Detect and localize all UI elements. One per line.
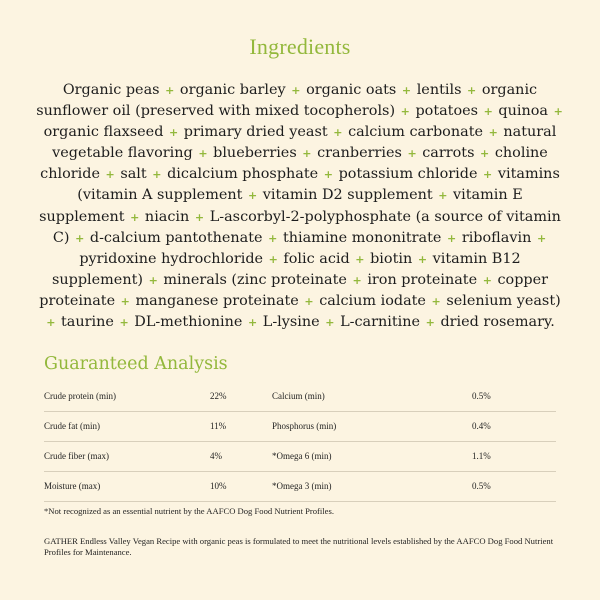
plus-separator-icon: + [417,252,428,266]
plus-separator-icon: + [425,316,435,330]
ingredient-item: riboflavin [461,229,532,246]
ingredient-item: vitamin D2 supplement [262,187,433,204]
nutrient-label: Crude fat (min) [44,421,100,431]
plus-separator-icon: + [130,210,140,224]
ingredient-item: DL-methionine [134,314,243,331]
nutrient-label: Phosphorus (min) [272,421,337,431]
analysis-footnote: *Not recognized as an essential nutrient by the AAFCO Dog Food Nutrient Profiles. [44,506,334,516]
ingredient-item: pyridoxine hydrochloride [79,250,264,267]
plus-separator-icon: + [198,147,208,161]
ingredient-item: calcium iodate [319,292,426,309]
nutrient-value: 0.4% [472,421,491,431]
plus-separator-icon: + [194,210,205,224]
nutrient-label: Crude protein (min) [44,391,116,401]
nutrient-label: *Omega 6 (min) [272,451,332,461]
ingredient-item: carrots [422,145,475,162]
ingredient-item: L-carnitine [340,314,421,331]
plus-separator-icon: + [467,84,477,97]
ingredient-item: quinoa [498,103,549,120]
ingredient-item: organic sunflower oil (preserved with mixed tocopherols) [36,82,538,120]
ingredient-item: organic flaxseed [43,124,164,141]
ingredient-item: calcium carbonate [348,124,483,141]
plus-separator-icon: + [323,168,333,182]
nutrient-label: *Omega 3 (min) [272,481,332,491]
plus-separator-icon: + [268,231,278,245]
plus-separator-icon: + [480,147,490,161]
plus-separator-icon: + [483,105,493,119]
plus-separator-icon: + [268,252,278,266]
analysis-row [44,382,556,412]
ingredient-item: folic acid [283,250,350,267]
nutrient-value: 1.1% [472,451,491,461]
ingredient-item: natural vegetable flavoring [52,124,557,162]
ingredient-item: dicalcium phosphate [167,166,319,183]
plus-separator-icon: + [119,316,129,330]
ingredient-item: niacin [144,208,190,225]
nutrient-value: 10% [210,481,227,491]
plus-separator-icon: + [553,105,563,119]
plus-separator-icon: + [355,252,365,266]
nutrient-value: 22% [210,391,227,401]
plus-separator-icon: + [400,105,410,119]
ingredient-item: vitamin B12 supplement) [51,250,521,288]
ingredient-item: L-lysine [262,314,320,331]
plus-separator-icon: + [304,294,314,308]
nutrient-value: 0.5% [472,391,491,401]
ingredient-item: dried rosemary. [440,314,555,331]
ingredient-item: Organic peas [62,82,160,98]
ingredient-item: biotin [370,250,413,267]
plus-separator-icon: + [46,316,56,330]
nutrient-label: Crude fiber (max) [44,451,109,461]
ingredient-item: thiamine mononitrate [282,229,442,246]
analysis-row [44,472,556,502]
plus-separator-icon: + [168,126,179,140]
aafco-statement: GATHER Endless Valley Vegan Recipe with organic peas is formulated to meet the nutritional levels established by the AAFCO Dog Food Nutrient Profiles for Maintenance. [44,536,554,557]
plus-separator-icon: + [536,231,547,245]
guaranteed-analysis-title: Guaranteed Analysis [44,354,228,374]
ingredient-item: minerals (zinc proteinate [163,271,347,288]
ingredient-item: d-calcium pantothenate [89,229,263,246]
ingredient-item: primary dried yeast [183,124,328,141]
plus-separator-icon: + [352,273,362,287]
ingredient-item: iron proteinate [367,271,478,288]
plus-separator-icon: + [120,294,130,308]
plus-separator-icon: + [431,294,441,308]
plus-separator-icon: + [165,84,175,97]
analysis-row [44,442,556,472]
ingredient-item: choline chloride [40,145,548,183]
analysis-row [44,412,556,442]
nutrient-label: Moisture (max) [44,481,101,491]
plus-separator-icon: + [438,189,448,203]
plus-separator-icon: + [247,316,258,330]
ingredient-item: copper proteinate [39,271,549,309]
ingredient-item: salt [120,166,147,183]
guaranteed-analysis-table [44,382,556,502]
plus-separator-icon: + [482,273,492,287]
ingredients-title: Ingredients [249,34,351,59]
ingredients-list [36,80,564,333]
plus-separator-icon: + [488,126,498,140]
plus-separator-icon: + [152,168,162,182]
plus-separator-icon: + [447,231,457,245]
nutrient-value: 11% [210,421,227,431]
plus-separator-icon: + [407,147,417,161]
ingredient-item: taurine [61,314,114,331]
ingredient-item: lentils [416,82,462,98]
nutrient-label: Calcium (min) [272,391,325,401]
ingredient-item: selenium yeast) [446,292,561,309]
plus-separator-icon: + [333,126,343,140]
ingredient-item: manganese proteinate [135,292,299,309]
ingredient-item: potatoes [415,103,479,120]
ingredient-item: organic oats [306,82,397,98]
plus-separator-icon: + [291,84,301,97]
ingredient-item: organic barley [179,82,286,98]
ingredient-item: blueberries [213,145,297,162]
ingredient-item: potassium chloride [338,166,478,183]
ingredient-item: vitamin E supplement [39,187,523,225]
plus-separator-icon: + [483,168,493,182]
plus-separator-icon: + [148,273,158,287]
plus-separator-icon: + [302,147,312,161]
nutrient-value: 4% [210,451,222,461]
plus-separator-icon: + [105,168,115,182]
plus-separator-icon: + [75,231,85,245]
plus-separator-icon: + [248,189,258,203]
plus-separator-icon: + [325,316,335,330]
ingredient-item: vitamins (vitamin A supplement [77,166,560,204]
ingredient-item: L-ascorbyl-2-polyphosphate (a source of vitamin C) [52,208,561,246]
plus-separator-icon: + [401,84,412,97]
nutrient-value: 0.5% [472,481,491,491]
ingredient-item: cranberries [317,145,402,162]
